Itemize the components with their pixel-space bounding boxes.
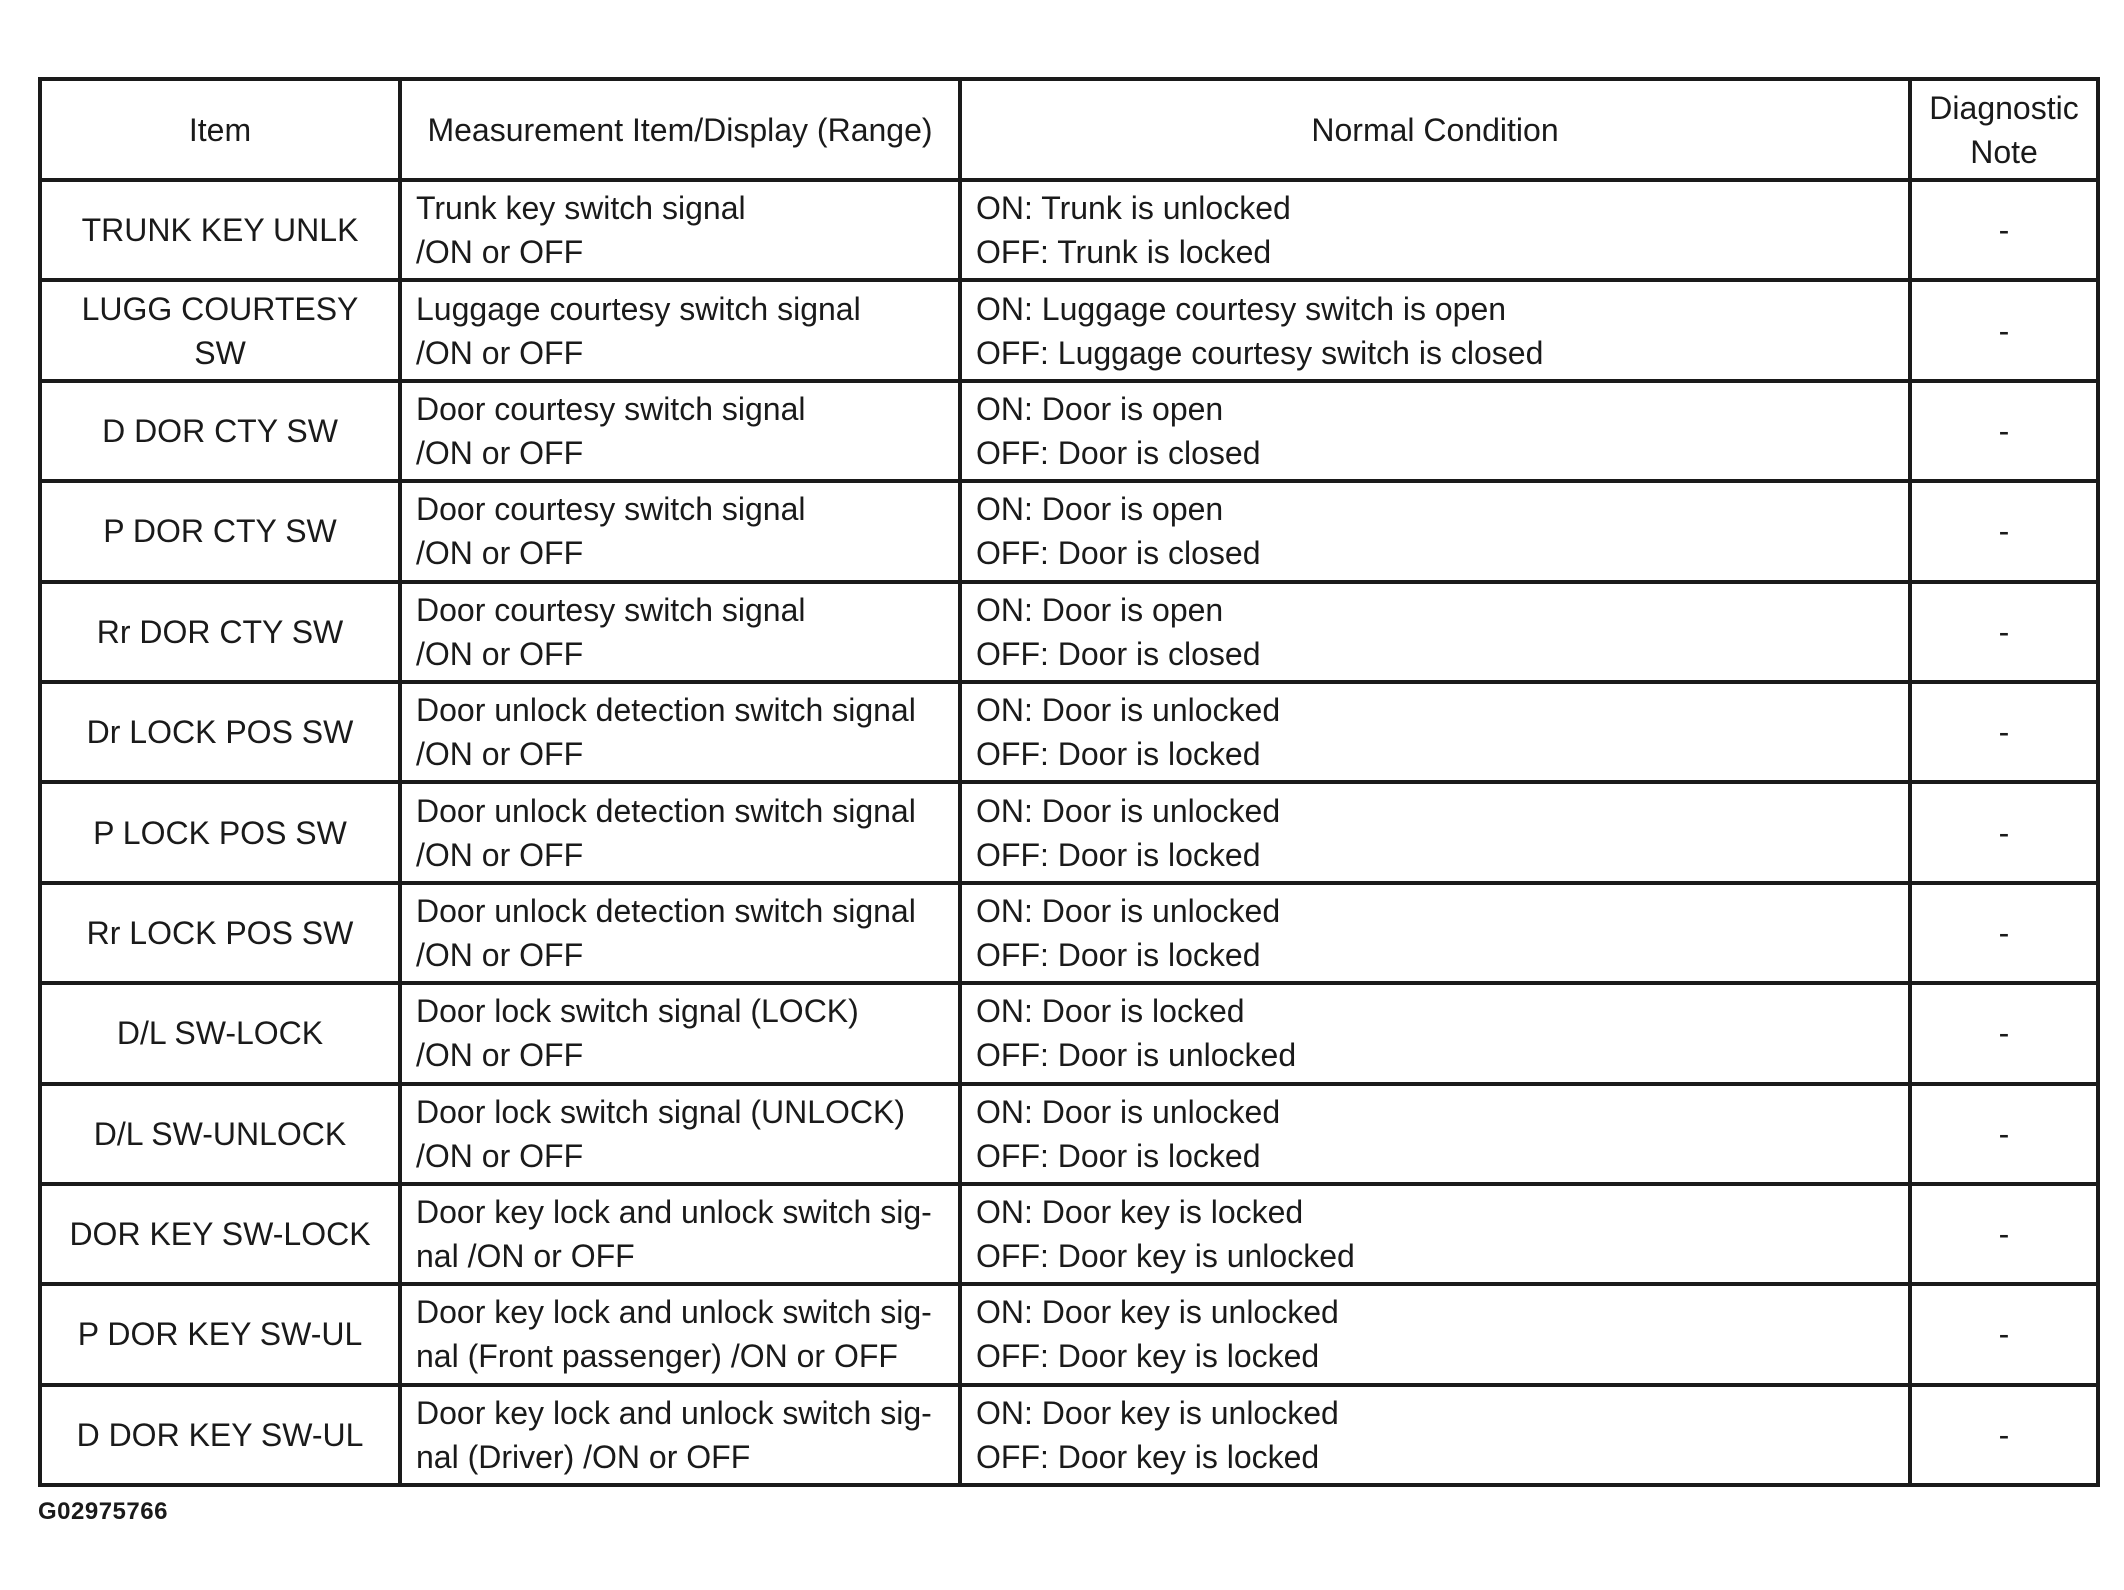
cell-line: /ON or OFF: [416, 334, 584, 371]
cell-line: Door courtesy switch signal: [416, 591, 806, 628]
table-row: [40, 1284, 2098, 1384]
cell-line: OFF: Door is closed: [976, 535, 1261, 572]
normal-condition-cell: [960, 1184, 1910, 1284]
table-row: [40, 1084, 2098, 1184]
item-cell: [40, 1284, 400, 1384]
measurement-cell: [400, 782, 960, 882]
normal-condition-cell: [960, 1084, 1910, 1184]
cell-line: ON: Door is open: [976, 591, 1224, 628]
header-row: [40, 79, 2098, 180]
cell-line: Door unlock detection switch signal: [416, 792, 916, 829]
cell-line: D DOR CTY SW: [102, 412, 338, 449]
item-cell: [40, 883, 400, 983]
cell-line: /ON or OFF: [416, 535, 584, 572]
table-header: [40, 79, 2098, 180]
normal-condition-cell: [960, 1385, 1910, 1485]
cell-line: ON: Door is unlocked: [976, 792, 1281, 829]
cell-line: /ON or OFF: [416, 234, 584, 271]
item-cell: [40, 481, 400, 581]
cell-line: OFF: Door is locked: [976, 736, 1261, 773]
diagnostic-data-table: [38, 77, 2100, 1487]
diagnostic-note-cell: -: [1910, 883, 2098, 983]
table-row: [40, 1385, 2098, 1485]
cell-line: Trunk key switch signal: [416, 190, 746, 227]
normal-condition-cell: [960, 682, 1910, 782]
item-cell: [40, 782, 400, 882]
cell-line: ON: Trunk is unlocked: [976, 190, 1291, 227]
cell-line: Rr LOCK POS SW: [86, 914, 354, 951]
cell-line: D/L SW-LOCK: [116, 1015, 324, 1052]
measurement-cell: [400, 381, 960, 481]
measurement-cell: [400, 983, 960, 1083]
table-row: [40, 481, 2098, 581]
table-row: [40, 983, 2098, 1083]
cell-line: P DOR CTY SW: [103, 513, 337, 550]
diagnostic-note-cell: -: [1910, 682, 2098, 782]
normal-condition-cell: [960, 481, 1910, 581]
cell-line: OFF: Trunk is locked: [976, 234, 1272, 271]
normal-condition-cell: [960, 883, 1910, 983]
item-cell: [40, 582, 400, 682]
cell-line: P LOCK POS SW: [93, 814, 347, 851]
cell-line: /ON or OFF: [416, 1037, 584, 1074]
normal-condition-cell: [960, 582, 1910, 682]
item-cell: [40, 983, 400, 1083]
diagnostic-note-cell: -: [1910, 782, 2098, 882]
cell-line: Door lock switch signal (LOCK): [416, 993, 859, 1030]
cell-line: ON: Door is locked: [976, 993, 1245, 1030]
header-normal-condition: Normal Condition: [960, 79, 1910, 180]
normal-condition-cell: [960, 1284, 1910, 1384]
cell-line: OFF: Door key is unlocked: [976, 1238, 1355, 1275]
cell-line: P DOR KEY SW-UL: [77, 1316, 363, 1353]
table-row: [40, 582, 2098, 682]
table-row: [40, 1184, 2098, 1284]
table-row: [40, 381, 2098, 481]
cell-line: ON: Door is unlocked: [976, 892, 1281, 929]
diagnostic-note-cell: -: [1910, 1284, 2098, 1384]
cell-line: ON: Door is unlocked: [976, 1093, 1281, 1130]
normal-condition-cell: [960, 782, 1910, 882]
item-cell: [40, 180, 400, 280]
measurement-cell: [400, 682, 960, 782]
diagnostic-note-cell: -: [1910, 1184, 2098, 1284]
figure-id: G02975766: [38, 1498, 168, 1525]
measurement-cell: [400, 582, 960, 682]
measurement-cell: [400, 180, 960, 280]
cell-line: ON: Door key is unlocked: [976, 1394, 1339, 1431]
cell-line: OFF: Door is unlocked: [976, 1037, 1297, 1074]
cell-line: /ON or OFF: [416, 736, 584, 773]
diagnostic-note-cell: -: [1910, 180, 2098, 280]
measurement-cell: [400, 1385, 960, 1485]
header-note-line: Diagnostic: [1929, 89, 2079, 126]
diagnostic-note-cell: -: [1910, 381, 2098, 481]
cell-line: SW: [194, 334, 246, 371]
cell-line: nal /ON or OFF: [416, 1238, 635, 1275]
cell-line: /ON or OFF: [416, 936, 584, 973]
cell-line: TRUNK KEY UNLK: [81, 212, 359, 249]
cell-line: OFF: Door is locked: [976, 1137, 1261, 1174]
item-cell: [40, 1084, 400, 1184]
cell-line: D/L SW-UNLOCK: [93, 1115, 347, 1152]
cell-line: Door key lock and unlock switch sig-: [416, 1194, 932, 1231]
cell-line: Door lock switch signal (UNLOCK): [416, 1093, 906, 1130]
cell-line: ON: Door is unlocked: [976, 692, 1281, 729]
cell-line: /ON or OFF: [416, 434, 584, 471]
table-row: [40, 180, 2098, 280]
cell-line: nal (Driver) /ON or OFF: [416, 1438, 751, 1475]
cell-line: Door key lock and unlock switch sig-: [416, 1294, 932, 1331]
normal-condition-cell: [960, 983, 1910, 1083]
table-body: [40, 180, 2098, 1485]
item-cell: [40, 1385, 400, 1485]
diagnostic-note-cell: -: [1910, 1385, 2098, 1485]
measurement-cell: [400, 1184, 960, 1284]
normal-condition-cell: [960, 280, 1910, 380]
item-cell: [40, 280, 400, 380]
diagnostic-note-cell: -: [1910, 481, 2098, 581]
cell-line: OFF: Door key is locked: [976, 1338, 1320, 1375]
diagnostic-note-cell: -: [1910, 280, 2098, 380]
cell-line: Luggage courtesy switch signal: [416, 290, 861, 327]
cell-line: Door unlock detection switch signal: [416, 692, 916, 729]
cell-line: /ON or OFF: [416, 1137, 584, 1174]
cell-line: ON: Luggage courtesy switch is open: [976, 290, 1507, 327]
cell-line: nal (Front passenger) /ON or OFF: [416, 1338, 898, 1375]
measurement-cell: [400, 481, 960, 581]
header-diagnostic-note: [1910, 79, 2098, 180]
item-cell: [40, 682, 400, 782]
table-row: [40, 682, 2098, 782]
diagnostic-note-cell: -: [1910, 1084, 2098, 1184]
header-note-line: Note: [1970, 133, 2038, 170]
measurement-cell: [400, 1084, 960, 1184]
cell-line: OFF: Door is closed: [976, 434, 1261, 471]
diagnostic-note-cell: -: [1910, 582, 2098, 682]
table-row: [40, 883, 2098, 983]
cell-line: /ON or OFF: [416, 635, 584, 672]
cell-line: D DOR KEY SW-UL: [76, 1416, 364, 1453]
cell-line: Door courtesy switch signal: [416, 390, 806, 427]
table-row: [40, 280, 2098, 380]
measurement-cell: [400, 1284, 960, 1384]
item-cell: [40, 381, 400, 481]
table-row: [40, 782, 2098, 882]
cell-line: Dr LOCK POS SW: [86, 714, 354, 751]
cell-line: ON: Door is open: [976, 390, 1224, 427]
cell-line: Door unlock detection switch signal: [416, 892, 916, 929]
item-cell: [40, 1184, 400, 1284]
cell-line: ON: Door key is locked: [976, 1194, 1304, 1231]
header-measurement: Measurement Item/Display (Range): [400, 79, 960, 180]
cell-line: OFF: Door is locked: [976, 936, 1261, 973]
cell-line: DOR KEY SW-LOCK: [69, 1216, 371, 1253]
cell-line: ON: Door is open: [976, 491, 1224, 528]
measurement-cell: [400, 280, 960, 380]
cell-line: Door key lock and unlock switch sig-: [416, 1394, 932, 1431]
cell-line: /ON or OFF: [416, 836, 584, 873]
cell-line: OFF: Door is closed: [976, 635, 1261, 672]
cell-line: Rr DOR CTY SW: [96, 613, 344, 650]
cell-line: OFF: Luggage courtesy switch is closed: [976, 334, 1544, 371]
measurement-cell: [400, 883, 960, 983]
cell-line: LUGG COURTESY: [81, 290, 359, 327]
cell-line: Door courtesy switch signal: [416, 491, 806, 528]
header-item: Item: [40, 79, 400, 180]
cell-line: OFF: Door is locked: [976, 836, 1261, 873]
diagnostic-note-cell: -: [1910, 983, 2098, 1083]
normal-condition-cell: [960, 381, 1910, 481]
normal-condition-cell: [960, 180, 1910, 280]
cell-line: ON: Door key is unlocked: [976, 1294, 1339, 1331]
cell-line: OFF: Door key is locked: [976, 1438, 1320, 1475]
